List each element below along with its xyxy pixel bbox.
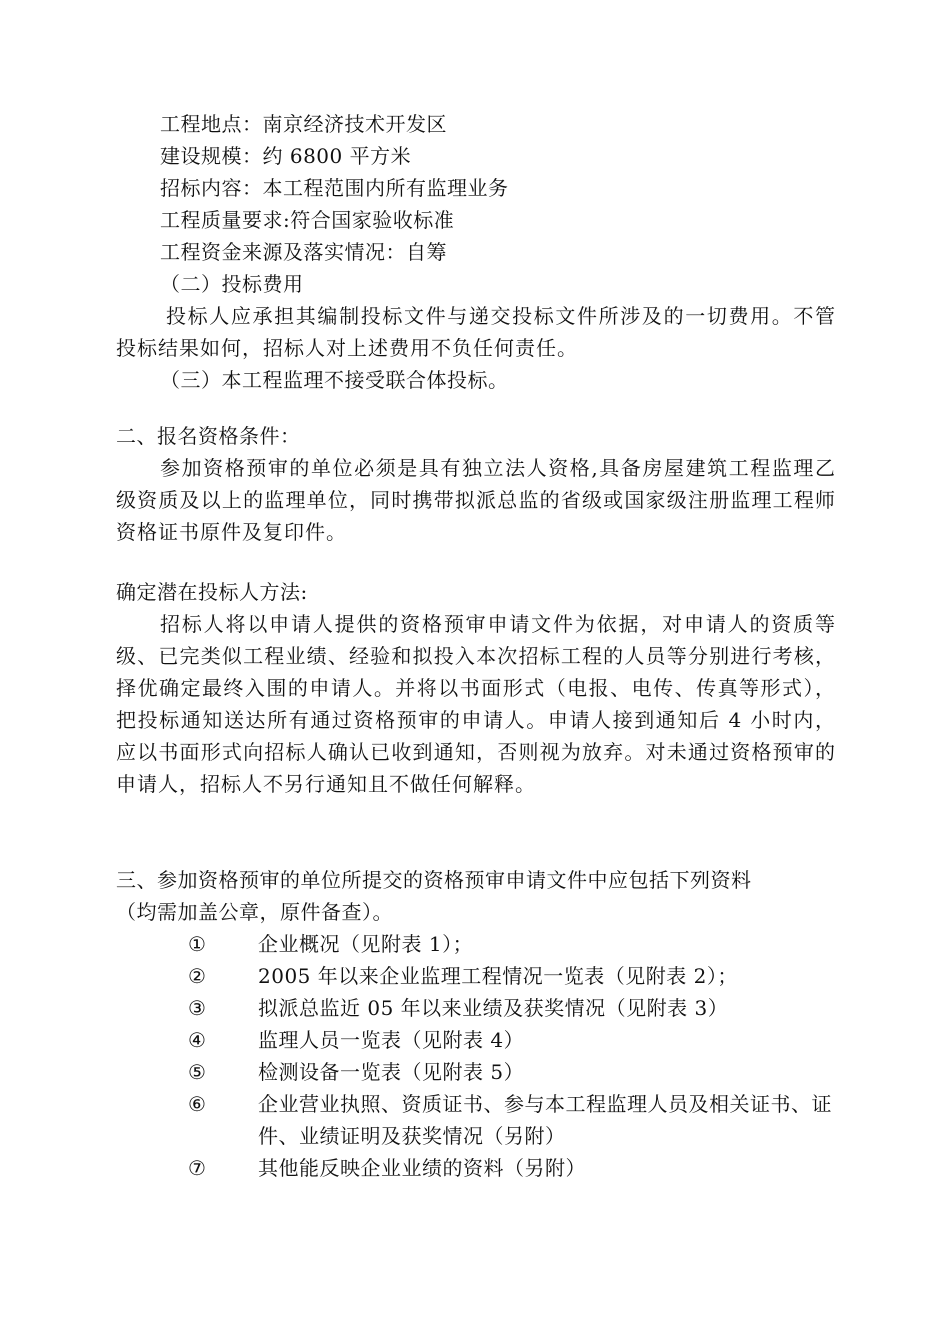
list-item xyxy=(0,992,950,1024)
method-body: 招标人将以申请人提供的资格预审申请文件为依据，对申请人的资质等级、已完类似工程业绩、经验和拟投入本次招标工程的人员等分别进行考核，择优确定最终入围的申请人。并将以书面形式（电报、电传、传真等形式），把投标通知送达所有通过资格预审的申请人。申请人接到通知后 4 小时内，应以书面形式向招标人确认已收到通知，否则视为放弃。对未通过资格预审的申请人，招标人不另行通知且不做任何解释。 xyxy=(116,612,836,796)
list-item-text: 企业概况（见附表 1）； xyxy=(258,932,474,956)
list-marker: ⑤ xyxy=(188,1060,206,1084)
list-item xyxy=(0,1024,950,1056)
list-marker: ④ xyxy=(188,1028,206,1052)
project-quality: 工程质量要求:符合国家验收标准 xyxy=(160,208,455,232)
fees-heading: （二）投标费用 xyxy=(160,272,304,296)
project-location: 工程地点：南京经济技术开发区 xyxy=(160,112,447,136)
list-item-text: 企业营业执照、资质证书、参与本工程监理人员及相关证书、证件、业绩证明及获奖情况（另附） xyxy=(258,1092,832,1148)
consortium-heading: （三）本工程监理不接受联合体投标。 xyxy=(160,368,509,392)
list-item-text: 其他能反映企业业绩的资料（另附） xyxy=(258,1156,586,1180)
list-item-text: 2005 年以来企业监理工程情况一览表（见附表 2）； xyxy=(258,964,738,988)
fees-body: 投标人应承担其编制投标文件与递交投标文件所涉及的一切费用。不管投标结果如何，招标人对上述费用不负任何责任。 xyxy=(116,304,836,360)
list-item xyxy=(0,1056,950,1088)
list-item xyxy=(0,928,950,960)
list-marker: ② xyxy=(188,964,206,988)
section-three-heading: 三、参加资格预审的单位所提交的资格预审申请文件中应包括下列资料 xyxy=(116,868,752,892)
section-two-heading: 二、报名资格条件： xyxy=(116,424,301,448)
section-three-subheading: （均需加盖公章，原件备查）。 xyxy=(116,900,393,924)
list-marker: ③ xyxy=(188,996,206,1020)
list-item xyxy=(0,1088,950,1152)
list-marker: ⑥ xyxy=(188,1092,206,1116)
list-marker: ⑦ xyxy=(188,1156,206,1180)
project-funding: 工程资金来源及落实情况：自筹 xyxy=(160,240,447,264)
method-heading: 确定潜在投标人方法: xyxy=(116,580,308,604)
list-item-text: 检测设备一览表（见附表 5） xyxy=(258,1060,525,1084)
list-item xyxy=(0,1152,950,1184)
list-item xyxy=(0,960,950,992)
list-marker: ① xyxy=(188,932,206,956)
section-two-body: 参加资格预审的单位必须是具有独立法人资格,具备房屋建筑工程监理乙级资质及以上的监理单位，同时携带拟派总监的省级或国家级注册监理工程师资格证书原件及复印件。 xyxy=(116,456,836,544)
list-item-text: 拟派总监近 05 年以来业绩及获奖情况（见附表 3） xyxy=(258,996,729,1020)
list-item-text: 监理人员一览表（见附表 4） xyxy=(258,1028,525,1052)
project-scale: 建设规模：约 6800 平方米 xyxy=(160,144,412,168)
project-scope: 招标内容：本工程范围内所有监理业务 xyxy=(160,176,509,200)
